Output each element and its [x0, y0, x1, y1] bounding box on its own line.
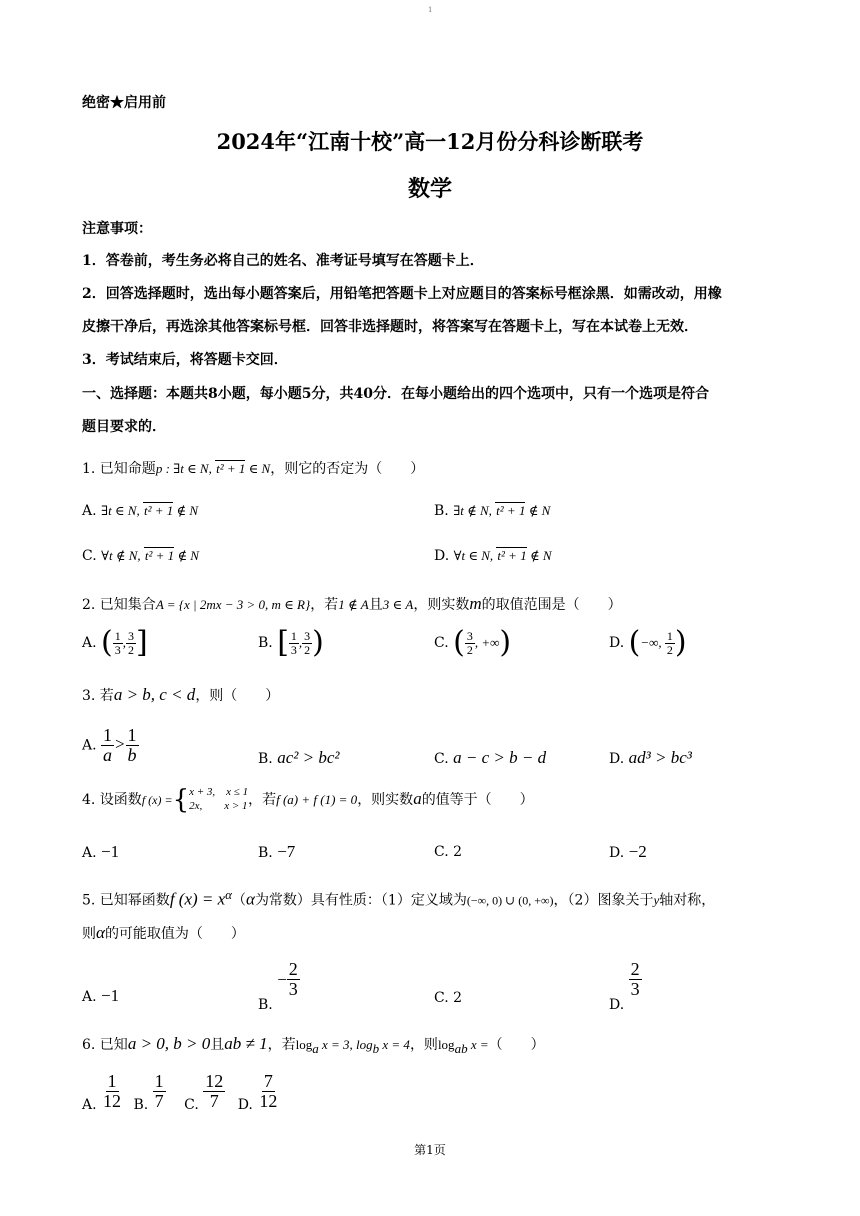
- q2-option-c: C. ( $\frac{3}{2}$ , +∞): [434, 625, 512, 660]
- notice-item-2: 2．回答选择题时，选出每小题答案后，用铅笔把答题卡上对应题目的答案标号框涂黑．如需改动，用橡: [82, 286, 722, 302]
- q6-options: [82, 1071, 279, 1114]
- q5-option-c: C. 2: [434, 990, 463, 1006]
- q2-option-d: D. (−∞, $\frac{1}{2}$ ): [609, 625, 687, 660]
- exam-title: 2024年“江南十校”高一12月份分科诊断联考: [216, 129, 644, 154]
- question-5-cont: 则α的可能取值为（ ）: [82, 923, 245, 942]
- question-4: 4. 设函数f (x) ={ x + 3, x ≤ 1 2x, x > 1 ，若f (a) + f (1) = 0，则实数a的值等于（ ）: [82, 784, 534, 815]
- question-6: 6. 已知a > 0, b > 0且ab ≠ 1，若$\log_a x = 3$, $\log_b x = 4$，则$\log_{ab} x$ =（ ）: [82, 1034, 545, 1056]
- section-heading-cont: 题目要求的．: [82, 419, 166, 435]
- q3-option-c: C. a − c > b − d: [434, 748, 547, 767]
- q1-option-b: B. ∃t ∉ N, t² + 1 ∉ N: [434, 503, 551, 519]
- q5-option-d: D. $\frac{2}{3}$: [609, 959, 640, 1014]
- q6-option-d: D. $\frac{7}{12}$: [237, 1071, 278, 1114]
- secret-label: 绝密★启用前: [82, 95, 166, 111]
- question-2: 2. 已知集合A = {x | 2mx − 3 > 0, m ∈ R}，若1 ∉ A且3 ∈ A，则实数m的取值范围是（ ）: [82, 594, 622, 613]
- q4-option-c: C. 2: [434, 844, 463, 860]
- notice-item-3: 3．考试结束后，将答题卡交回．: [82, 352, 288, 368]
- q1-option-a: A. ∃t ∈ N, t² + 1 ∉ N: [82, 503, 199, 519]
- notice-item-2-cont: 皮擦干净后，再选涂其他答案标号框．回答非选择题时，将答案写在答题卡上，写在本试卷上无效．: [82, 319, 698, 335]
- q4-option-a: A. −1: [82, 842, 120, 861]
- notice-heading: 注意事项：: [82, 221, 152, 237]
- q3-option-d: D. ad³ > bc³: [609, 748, 692, 767]
- q4-option-b: B. −7: [258, 842, 296, 861]
- question-1: 1. 已知命题p : ∃t ∈ N, t² + 1 ∈ N，则它的否定为（ ）: [82, 461, 425, 477]
- notice-item-1: 1．答卷前，考生务必将自己的姓名、准考证号填写在答题卡上．: [82, 253, 484, 269]
- q6-option-a: A. $\frac{1}{12}$: [82, 1071, 122, 1114]
- q4-option-d: D. −2: [609, 842, 647, 861]
- section-heading: 一、选择题：本题共8小题，每小题5分，共40分．在每小题给出的四个选项中，只有一个选项是符合: [82, 386, 709, 402]
- q5-option-b: B. − $\frac{2}{3}$: [258, 959, 298, 1014]
- question-5: 5. 已知幂函数f $(x) = x^\alpha(\alpha$为常数）具有性质：（1）定义域为(−∞, 0) ∪ (0, +∞)，（2）图象关于y轴对称，: [82, 887, 716, 909]
- q2-option-a: A. ( $\frac{1}{3}$ , $\frac{3}{2}$ ]: [82, 625, 148, 660]
- q6-option-b: B. $\frac{1}{7}$: [133, 1071, 164, 1114]
- exam-subject: 数学: [407, 176, 452, 202]
- question-3: 3. 若a > b, c < d，则（ ）: [82, 685, 280, 704]
- q6-option-c: C. $\frac{12}{7}$: [184, 1071, 224, 1114]
- q2-option-b: B. [ $\frac{1}{3}$ , $\frac{3}{2}$ ): [258, 625, 324, 660]
- q5-option-a: A. −1: [82, 986, 120, 1005]
- top-mark: 1: [428, 6, 433, 14]
- q3-option-b: B. ac² > bc²: [258, 748, 340, 767]
- page-number: 第1页: [414, 1143, 446, 1157]
- q1-option-c: C. ∀t ∉ N, t² + 1 ∉ N: [82, 548, 199, 564]
- q3-option-a: A. $\frac{1}{a}$ > $\frac{1}{b}$: [82, 725, 137, 765]
- q1-option-d: D. ∀t ∈ N, t² + 1 ∉ N: [434, 548, 552, 564]
